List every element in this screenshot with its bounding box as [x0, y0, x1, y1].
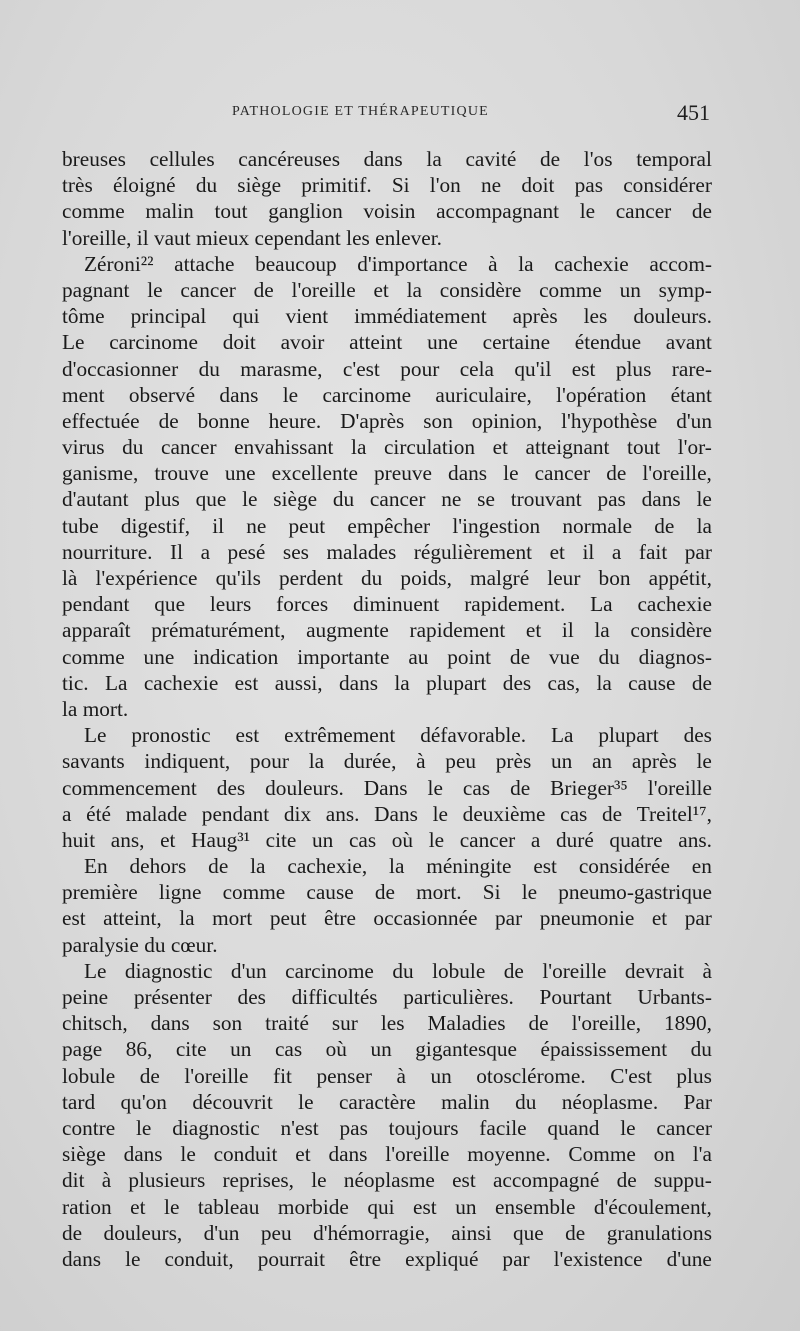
text-line: tôme principal qui vient immédiatement après les douleurs.	[62, 304, 712, 329]
text-line: page 86, cite un cas où un gigantesque épaississement du	[62, 1037, 712, 1062]
text-line: savants indiquent, pour la durée, à peu près un an après le	[62, 749, 712, 774]
text-line: En dehors de la cachexie, la méningite est considérée en	[84, 854, 712, 879]
text-line: peine présenter des difficultés particulières. Pourtant Urbants-	[62, 985, 712, 1009]
text-line: huit ans, et Haug³¹ cite un cas où le cancer a duré quatre ans.	[62, 827, 712, 852]
text-line: la mort.	[62, 696, 129, 721]
text-line: contre le diagnostic n'est pas toujours facile quand le cancer	[62, 1115, 712, 1140]
text-line: nourriture. Il a pesé ses malades régulièrement et il a fait par	[62, 539, 712, 564]
text-line: tube digestif, il ne peut empêcher l'ingestion normale de la	[62, 513, 712, 538]
text-line: pagnant le cancer de l'oreille et la considère comme un symp-	[62, 277, 712, 302]
text-line: Zéroni²² attache beaucoup d'importance à la cachexie accom-	[84, 251, 712, 276]
text-line: chitsch, dans son traité sur les Maladies de l'oreille, 1890,	[62, 1011, 712, 1036]
text-line: dit à plusieurs reprises, le néoplasme est accompagné de suppu-	[62, 1168, 712, 1193]
text-line: là l'expérience qu'ils perdent du poids, malgré leur bon appétit,	[62, 566, 712, 590]
text-line: très éloigné du siège primitif. Si l'on ne doit pas considérer	[62, 173, 712, 198]
text-line: paralysie du cœur.	[62, 932, 218, 957]
text-line: breuses cellules cancéreuses dans la cavité de l'os temporal	[62, 147, 712, 171]
body-text	[62, 146, 712, 1272]
text-line: de douleurs, d'un peu d'hémorragie, ainsi que de granulations	[62, 1220, 712, 1245]
text-line: tic. La cachexie est aussi, dans la plupart des cas, la cause de	[62, 670, 712, 695]
page-number: 451	[677, 100, 710, 125]
running-head: PATHOLOGIE ET THÉRAPEUTIQUE	[232, 104, 489, 119]
text-line: apparaît prématurément, augmente rapidement et il la considère	[62, 618, 712, 643]
text-line: ration et le tableau morbide qui est un ensemble d'écoulement,	[62, 1194, 712, 1219]
page-header	[62, 100, 710, 128]
text-line: ganisme, trouve une excellente preuve dans le cancer de l'oreille,	[62, 461, 712, 486]
text-line: est atteint, la mort peut être occasionnée par pneumonie et par	[62, 906, 712, 931]
text-line: a été malade pendant dix ans. Dans le deuxième cas de Treitel¹⁷,	[62, 801, 712, 826]
text-line: comme une indication importante au point de vue du diagnos-	[62, 644, 712, 669]
text-line: Le diagnostic d'un carcinome du lobule de l'oreille devrait à	[84, 958, 712, 983]
text-line: d'autant plus que le siège du cancer ne se trouvant pas dans le	[62, 487, 712, 512]
text-line: tard qu'on découvrit le caractère malin du néoplasme. Par	[62, 1089, 712, 1114]
text-line: commencement des douleurs. Dans le cas de Brieger³⁵ l'oreille	[62, 775, 712, 800]
text-line: d'occasionner du marasme, c'est pour cela qu'il est plus rare-	[62, 356, 712, 381]
text-line: ment observé dans le carcinome auriculaire, l'opération étant	[62, 382, 712, 407]
text-line: Le pronostic est extrêmement défavorable. La plupart des	[84, 723, 712, 748]
text-line: dans le conduit, pourrait être expliqué par l'existence d'une	[62, 1246, 712, 1271]
text-line: comme malin tout ganglion voisin accompagnant le cancer de	[62, 199, 712, 224]
text-line: effectuée de bonne heure. D'après son opinion, l'hypothèse d'un	[62, 408, 712, 433]
text-line: Le carcinome doit avoir atteint une certaine étendue avant	[62, 330, 712, 355]
text-line: lobule de l'oreille fit penser à un otosclérome. C'est plus	[62, 1063, 712, 1088]
text-line: virus du cancer envahissant la circulation et atteignant tout l'or-	[62, 435, 712, 460]
text-line: l'oreille, il vaut mieux cependant les enlever.	[62, 225, 442, 250]
text-line: première ligne comme cause de mort. Si le pneumo-gastrique	[62, 880, 712, 905]
text-line: siège dans le conduit et dans l'oreille moyenne. Comme on l'a	[62, 1142, 712, 1167]
text-line: pendant que leurs forces diminuent rapidement. La cachexie	[62, 592, 712, 617]
